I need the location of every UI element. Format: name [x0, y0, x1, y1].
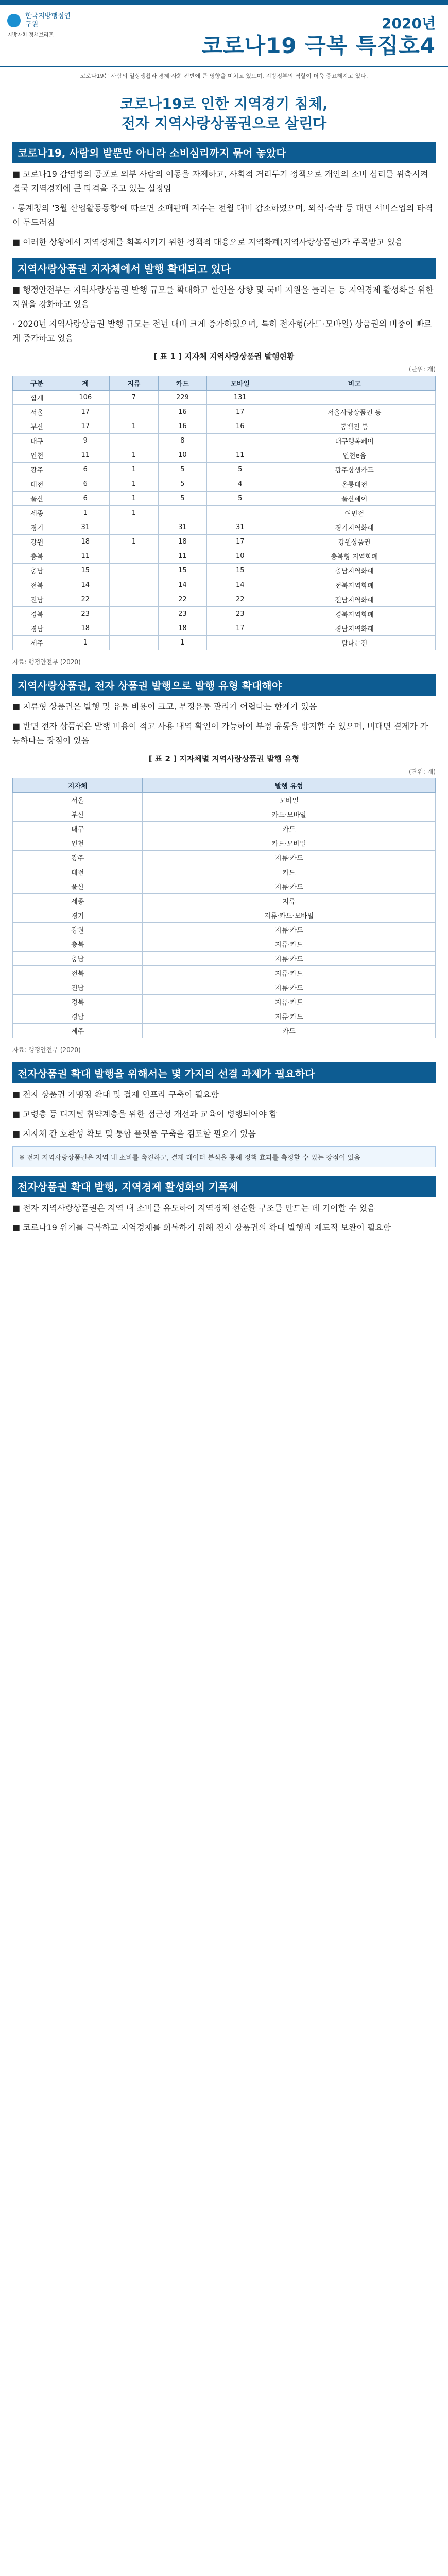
- table-cell: 서울: [13, 792, 143, 807]
- table-cell: 지류·카드: [143, 965, 436, 980]
- brand-name: 한국지방행정연구원: [25, 12, 71, 28]
- table-row: [13, 937, 436, 951]
- table-cell: 1: [110, 448, 158, 462]
- section-title: 코로나19, 사람의 발뿐만 아니라 소비심리까지 묶어 놓았다: [12, 142, 436, 163]
- table-cell: 인천: [13, 836, 143, 850]
- table-cell: 22: [61, 592, 110, 606]
- brand-logo: [7, 12, 77, 59]
- table-cell: 경기: [13, 520, 61, 534]
- table-cell: 광주: [13, 850, 143, 865]
- table-cell: [273, 390, 436, 404]
- table1-unit: (단위: 개): [409, 365, 436, 373]
- table-cell: 6: [61, 462, 110, 477]
- table-cell: 세종: [13, 893, 143, 908]
- table-cell: 16: [158, 404, 206, 419]
- table-cell: 경기: [13, 908, 143, 922]
- table-row: [13, 592, 436, 606]
- table-header: 구분: [13, 376, 61, 390]
- section-1: [0, 142, 448, 249]
- table-cell: 지류·카드: [143, 994, 436, 1009]
- table-cell: 탐나는전: [273, 635, 436, 650]
- table-row: [13, 836, 436, 850]
- table-cell: 131: [207, 390, 273, 404]
- table-cell: 인천e음: [273, 448, 436, 462]
- table-row: [13, 549, 436, 563]
- table-cell: 대전: [13, 477, 61, 491]
- table-header: 지자체: [13, 778, 143, 792]
- table-cell: 22: [207, 592, 273, 606]
- table-row: [13, 1023, 436, 1038]
- paragraph: ■ 지자체 간 호환성 확보 및 통합 플랫폼 구축을 검토할 필요가 있음: [12, 1128, 256, 1139]
- table2-header-row: [13, 778, 436, 792]
- paragraph: ■ 전자 상품권 가맹점 확대 및 결제 인프라 구축이 필요함: [12, 1089, 219, 1099]
- table-cell: 14: [207, 578, 273, 592]
- table-row: [13, 404, 436, 419]
- paragraph: ■ 이러한 상황에서 지역경제를 회복시키기 위한 정책적 대응으로 지역화폐(지역사랑상품권)가 주목받고 있음: [12, 236, 403, 247]
- table-cell: 5: [158, 477, 206, 491]
- table-cell: 지류·카드: [143, 922, 436, 937]
- table-row: [13, 491, 436, 505]
- brand-subtitle: 지방자치 정책브리프: [7, 32, 54, 39]
- table-cell: 16: [158, 419, 206, 433]
- table-cell: [207, 505, 273, 520]
- table-cell: 17: [61, 419, 110, 433]
- table-cell: 1: [158, 635, 206, 650]
- table-header: 비고: [273, 376, 436, 390]
- table-cell: 15: [61, 563, 110, 578]
- paragraph: ■ 지류형 상품권은 발행 및 유통 비용이 크고, 부정유통 관리가 어렵다는 한계가 있음: [12, 701, 317, 711]
- table-header: 지류: [110, 376, 158, 390]
- paragraph: ■ 고령층 등 디지털 취약계층을 위한 접근성 개선과 교육이 병행되어야 함: [12, 1109, 278, 1119]
- table-row: [13, 621, 436, 635]
- section-title: 지역사랑상품권 지자체에서 발행 확대되고 있다: [12, 258, 436, 279]
- section-3: [0, 674, 448, 748]
- table-row: [13, 865, 436, 879]
- table-row: [13, 520, 436, 534]
- table-header: 발행 유형: [143, 778, 436, 792]
- table-cell: 18: [158, 534, 206, 549]
- table-cell: 세종: [13, 505, 61, 520]
- table-row: [13, 965, 436, 980]
- table-cell: 229: [158, 390, 206, 404]
- table-cell: 경북: [13, 994, 143, 1009]
- table-cell: 6: [61, 477, 110, 491]
- table2-unit: (단위: 개): [409, 768, 436, 775]
- table-cell: 충북형 지역화폐: [273, 549, 436, 563]
- table-row: [13, 390, 436, 404]
- table-cell: 전북지역화폐: [273, 578, 436, 592]
- table-row: [13, 635, 436, 650]
- table-cell: 31: [207, 520, 273, 534]
- table-cell: 경북: [13, 606, 61, 621]
- table-header: 모바일: [207, 376, 273, 390]
- table1: [12, 376, 436, 650]
- table-cell: 22: [158, 592, 206, 606]
- table-cell: 울산: [13, 879, 143, 893]
- table-row: [13, 850, 436, 865]
- table-cell: 모바일: [143, 792, 436, 807]
- table-cell: 11: [61, 448, 110, 462]
- table-cell: 카드: [143, 1023, 436, 1038]
- table1-header-row: [13, 376, 436, 390]
- table-cell: 광주: [13, 462, 61, 477]
- intro-text: 코로나19는 사람의 일상생활과 경제·사회 전반에 큰 영향을 미치고 있으며, 지방정부의 역할이 더욱 중요해지고 있다.: [80, 73, 368, 79]
- table-row: [13, 879, 436, 893]
- table-cell: 지류·카드: [143, 879, 436, 893]
- table-cell: 경남: [13, 1009, 143, 1023]
- table-cell: 합계: [13, 390, 61, 404]
- section-4: [0, 1062, 448, 1141]
- table-cell: 1: [110, 491, 158, 505]
- table-row: [13, 893, 436, 908]
- table-cell: 대구행복페이: [273, 433, 436, 448]
- table-cell: 인천: [13, 448, 61, 462]
- section-5: [0, 1176, 448, 1235]
- table-cell: [110, 635, 158, 650]
- table-row: [13, 821, 436, 836]
- table-cell: [110, 433, 158, 448]
- table-cell: 5: [158, 462, 206, 477]
- table-cell: 부산: [13, 419, 61, 433]
- table-row: [13, 922, 436, 937]
- table-row: [13, 908, 436, 922]
- table-cell: 17: [61, 404, 110, 419]
- top-bar: [0, 0, 448, 5]
- paragraph: · 통계청의 '3월 산업활동동향'에 따르면 소매판매 지수는 전월 대비 감소하였으며, 외식·숙박 등 대면 서비스업의 타격이 두드러짐: [12, 202, 433, 227]
- table-cell: 카드: [143, 865, 436, 879]
- table-cell: 전남: [13, 980, 143, 994]
- table-cell: 4: [207, 477, 273, 491]
- table-cell: 15: [207, 563, 273, 578]
- paragraph: · 2020년 지역사랑상품권 발행 규모는 전년 대비 크게 증가하였으며, 특히 전자형(카드·모바일) 상품권의 비중이 빠르게 증가하고 있음: [12, 318, 432, 343]
- table-cell: 11: [207, 448, 273, 462]
- table-cell: 강원상품권: [273, 534, 436, 549]
- table-cell: 지류·카드: [143, 1009, 436, 1023]
- table1-note: 자료: 행정안전부 (2020): [12, 658, 81, 666]
- table-cell: [110, 621, 158, 635]
- paragraph: ■ 반면 전자 상품권은 발행 비용이 적고 사용 내역 확인이 가능하여 부정 유통을 방지할 수 있으며, 비대면 결제가 가능하다는 장점이 있음: [12, 721, 428, 745]
- table-row: [13, 433, 436, 448]
- main-headline: [0, 94, 448, 133]
- table-cell: 경북지역화폐: [273, 606, 436, 621]
- table-cell: 18: [61, 534, 110, 549]
- table2-note: 자료: 행정안전부 (2020): [12, 1046, 81, 1054]
- table-cell: 전남지역화폐: [273, 592, 436, 606]
- table-cell: 1: [61, 505, 110, 520]
- table-cell: 대구: [13, 821, 143, 836]
- table-row: [13, 563, 436, 578]
- table2-body: [13, 792, 436, 1038]
- table-cell: 카드: [143, 821, 436, 836]
- table-cell: 충북: [13, 937, 143, 951]
- issue-title: 코로나19 극복 특집호4: [201, 33, 436, 58]
- table-cell: 충남: [13, 563, 61, 578]
- table-cell: 10: [158, 448, 206, 462]
- paragraph: ■ 코로나19 위기를 극복하고 지역경제를 회복하기 위해 전자 상품권의 확대 발행과 제도적 보완이 필요함: [12, 1222, 391, 1232]
- table-cell: 전북: [13, 578, 61, 592]
- table-row: [13, 980, 436, 994]
- table-cell: [110, 520, 158, 534]
- table-cell: 17: [207, 404, 273, 419]
- table-cell: 여민전: [273, 505, 436, 520]
- table-row: [13, 578, 436, 592]
- issue-year: 2020년: [382, 15, 436, 32]
- table-cell: [110, 404, 158, 419]
- table-cell: 14: [158, 578, 206, 592]
- paragraph: ■ 코로나19 감염병의 공포로 외부 사람의 이동을 자제하고, 사회적 거리두기 정책으로 개인의 소비 심리를 위축시켜 결국 지역경제에 큰 타격을 주고 있는 실정임: [12, 168, 428, 193]
- table-cell: 강원: [13, 534, 61, 549]
- table-cell: 전북: [13, 965, 143, 980]
- table-cell: 경남: [13, 621, 61, 635]
- table-cell: 대전: [13, 865, 143, 879]
- paragraph: ■ 전자 지역사랑상품권은 지역 내 소비를 유도하여 지역경제 선순환 구조를 만드는 데 기여할 수 있음: [12, 1202, 375, 1213]
- table-cell: 지류·카드: [143, 951, 436, 965]
- table-cell: [110, 578, 158, 592]
- headline-text: 코로나19로 인한 지역경기 침체, 전자 지역사랑상품권으로 살린다: [120, 95, 328, 132]
- table-cell: 5: [207, 491, 273, 505]
- table-cell: 1: [61, 635, 110, 650]
- table-cell: [110, 592, 158, 606]
- table-row: [13, 606, 436, 621]
- table-cell: 1: [110, 477, 158, 491]
- table-cell: 9: [61, 433, 110, 448]
- table-cell: 지류·카드: [143, 850, 436, 865]
- section-title: 전자상품권 확대 발행을 위해서는 몇 가지의 선결 과제가 필요하다: [12, 1062, 436, 1083]
- table-cell: 15: [158, 563, 206, 578]
- table-cell: 23: [61, 606, 110, 621]
- table-cell: 강원: [13, 922, 143, 937]
- table-cell: 11: [158, 549, 206, 563]
- section-title: 지역사랑상품권, 전자 상품권 발행으로 발행 유형 확대해야: [12, 674, 436, 696]
- table-row: [13, 807, 436, 821]
- table-cell: 5: [158, 491, 206, 505]
- table-cell: [110, 606, 158, 621]
- table-row: [13, 994, 436, 1009]
- table-cell: 온통대전: [273, 477, 436, 491]
- table-cell: 부산: [13, 807, 143, 821]
- table-cell: 서울: [13, 404, 61, 419]
- table-cell: 카드·모바일: [143, 836, 436, 850]
- table-cell: [207, 433, 273, 448]
- table-cell: 1: [110, 462, 158, 477]
- table-cell: 전남: [13, 592, 61, 606]
- table-cell: 경남지역화폐: [273, 621, 436, 635]
- table-cell: 울산: [13, 491, 61, 505]
- table-cell: 18: [158, 621, 206, 635]
- table-cell: 경기지역화폐: [273, 520, 436, 534]
- table-cell: 17: [207, 621, 273, 635]
- table-cell: 제주: [13, 635, 61, 650]
- table-cell: 울산페이: [273, 491, 436, 505]
- table1-title: [ 표 1 ] 지자체 지역사랑상품권 발행현황: [153, 351, 295, 361]
- table-cell: 1: [110, 505, 158, 520]
- table-row: [13, 477, 436, 491]
- table-cell: 31: [61, 520, 110, 534]
- table-cell: [110, 549, 158, 563]
- table-cell: 23: [207, 606, 273, 621]
- table-cell: 7: [110, 390, 158, 404]
- table-cell: 8: [158, 433, 206, 448]
- table-cell: 6: [61, 491, 110, 505]
- table-row: [13, 534, 436, 549]
- table-cell: 제주: [13, 1023, 143, 1038]
- section-2: [0, 258, 448, 346]
- table-cell: 대구: [13, 433, 61, 448]
- table-header: 계: [61, 376, 110, 390]
- table1-body: [13, 390, 436, 650]
- table-cell: 18: [61, 621, 110, 635]
- table-row: [13, 419, 436, 433]
- table-cell: 광주상생카드: [273, 462, 436, 477]
- table-cell: 충북: [13, 549, 61, 563]
- table-cell: 충남: [13, 951, 143, 965]
- table-row: [13, 448, 436, 462]
- table-cell: [207, 635, 273, 650]
- table-cell: 서울사랑상품권 등: [273, 404, 436, 419]
- table-cell: 23: [158, 606, 206, 621]
- table-cell: 카드·모바일: [143, 807, 436, 821]
- table-cell: 14: [61, 578, 110, 592]
- table-cell: 지류·카드·모바일: [143, 908, 436, 922]
- table-row: [13, 462, 436, 477]
- table-cell: 17: [207, 534, 273, 549]
- paragraph: ■ 행정안전부는 지역사랑상품권 발행 규모를 확대하고 할인율 상향 및 국비 지원을 늘리는 등 지역경제 활성화를 위한 지원을 강화하고 있음: [12, 284, 434, 309]
- table2-title: [ 표 2 ] 지자체별 지역사랑상품권 발행 유형: [148, 754, 300, 764]
- table-cell: [158, 505, 206, 520]
- header: [0, 5, 448, 67]
- table-cell: 106: [61, 390, 110, 404]
- table-cell: 5: [207, 462, 273, 477]
- table-cell: 31: [158, 520, 206, 534]
- table-row: [13, 505, 436, 520]
- section-title: 전자상품권 확대 발행, 지역경제 활성화의 기폭제: [12, 1176, 436, 1197]
- table-cell: 1: [110, 534, 158, 549]
- table-cell: 동백전 등: [273, 419, 436, 433]
- table-cell: 지류·카드: [143, 937, 436, 951]
- table-cell: 충남지역화폐: [273, 563, 436, 578]
- table-cell: 지류·카드: [143, 980, 436, 994]
- table-cell: [110, 563, 158, 578]
- table-row: [13, 1009, 436, 1023]
- table2: [12, 778, 436, 1038]
- table-row: [13, 792, 436, 807]
- note-box: ※ 전자 지역사랑상품권은 지역 내 소비를 촉진하고, 결제 데이터 분석을 통해 정책 효과를 측정할 수 있는 장점이 있음: [12, 1146, 436, 1167]
- table-cell: 11: [61, 549, 110, 563]
- table-cell: 지류: [143, 893, 436, 908]
- table-cell: 16: [207, 419, 273, 433]
- table-cell: 10: [207, 549, 273, 563]
- logo-icon: [7, 14, 21, 27]
- table-row: [13, 951, 436, 965]
- table-header: 카드: [158, 376, 206, 390]
- table-cell: 1: [110, 419, 158, 433]
